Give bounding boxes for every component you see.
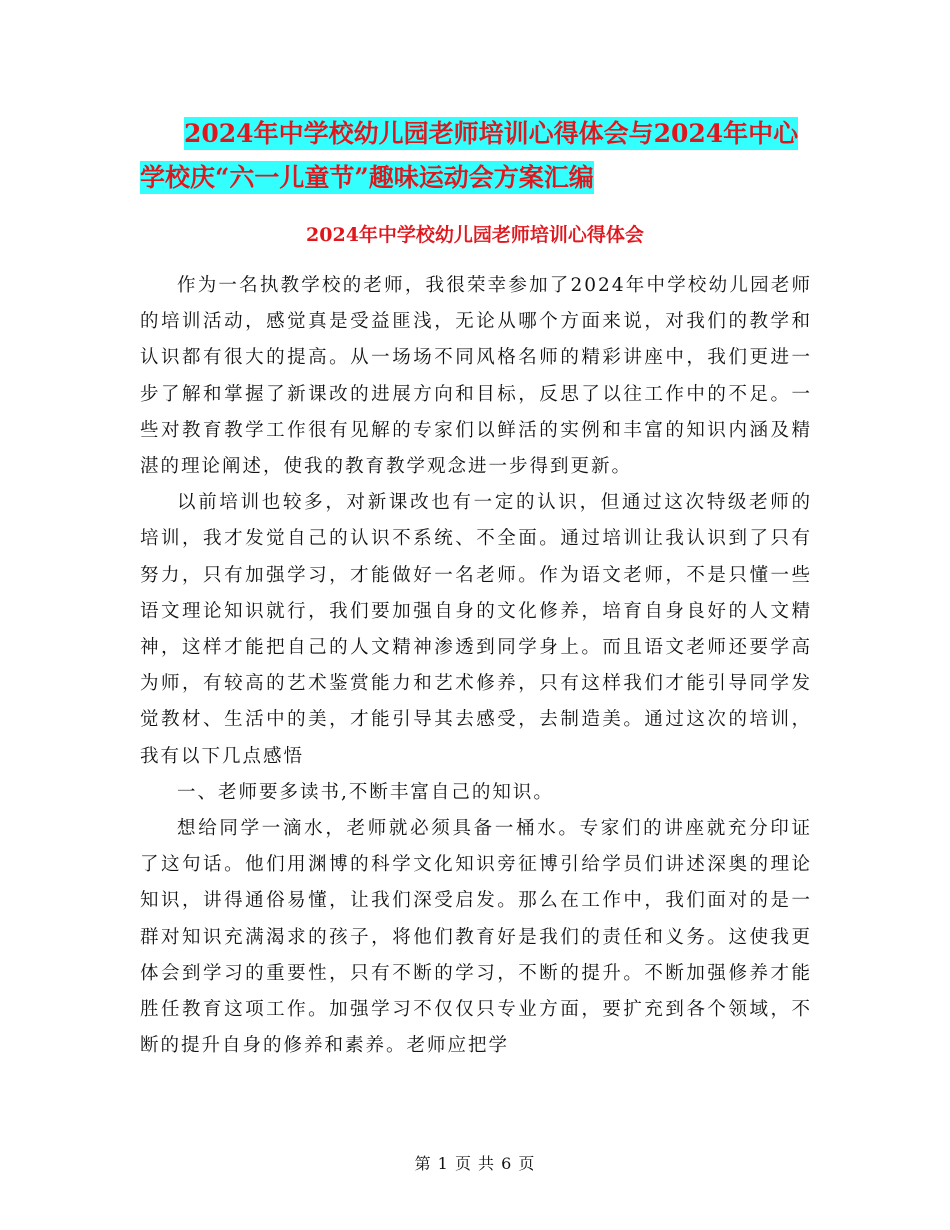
document-main-title bbox=[140, 112, 820, 200]
section-title: 2024年中学校幼儿园老师培训心得体会 bbox=[306, 224, 644, 246]
page-footer: 第 1 页 共 6 页 bbox=[414, 1154, 536, 1173]
paragraph-4: 想给同学一滴水，老师就必须具备一桶水。专家们的讲座就充分印证了这句话。他们用渊博的科学文化知识旁征博引给学员们讲述深奥的理论知识，讲得通俗易懂，让我们深受启发。那么在工作中，我们面对的是一群对知识充满渴求的孩子，将他们教育好是我们的责任和义务。这使我更体会到学习的重要性，只有不断的学习，不断的提升。不断加强修养才能胜任教育这项工作。加强学习不仅仅只专业方面，要扩充到各个领域，不断的提升自身的修养和素养。老师应把学 bbox=[140, 818, 812, 1057]
body-text bbox=[140, 268, 812, 1064]
paragraph-3-heading: 一、老师要多读书,不断丰富自己的知识。 bbox=[177, 781, 554, 803]
main-title-line-1: 2024年中学校幼儿园老师培训心得体会与2024年中心 bbox=[184, 119, 799, 148]
paragraph-2: 以前培训也较多，对新课改也有一定的认识，但通过这次特级老师的培训，我才发觉自己的认识不系统、不全面。通过培训让我认识到了只有努力，只有加强学习，才能做好一名老师。作为语文老师，不是只懂一些语文理论知识就行，我们要加强自身的文化修养，培育自身良好的人文精神，这样才能把自己的人文精神渗透到同学身上。而且语文老师还要学高为师，有较高的艺术鉴赏能力和艺术修养，只有这样我们才能引导同学发觉教材、生活中的美，才能引导其去感受，去制造美。通过这次的培训，我有以下几点感悟 bbox=[140, 492, 812, 767]
main-title-line-2: 学校庆“六一儿童节”趣味运动会方案汇编 bbox=[140, 163, 594, 192]
paragraph-1: 作为一名执教学校的老师，我很荣幸参加了2024年中学校幼儿园老师的培训活动，感觉真是受益匪浅，无论从哪个方面来说，对我们的教学和认识都有很大的提高。从一场场不同风格名师的精彩讲座中，我们更进一步了解和掌握了新课改的进展方向和目标，反思了以往工作中的不足。一些对教育教学工作很有见解的专家们以鲜活的实例和丰富的知识内涵及精湛的理论阐述，使我的教育教学观念进一步得到更新。 bbox=[140, 275, 812, 478]
